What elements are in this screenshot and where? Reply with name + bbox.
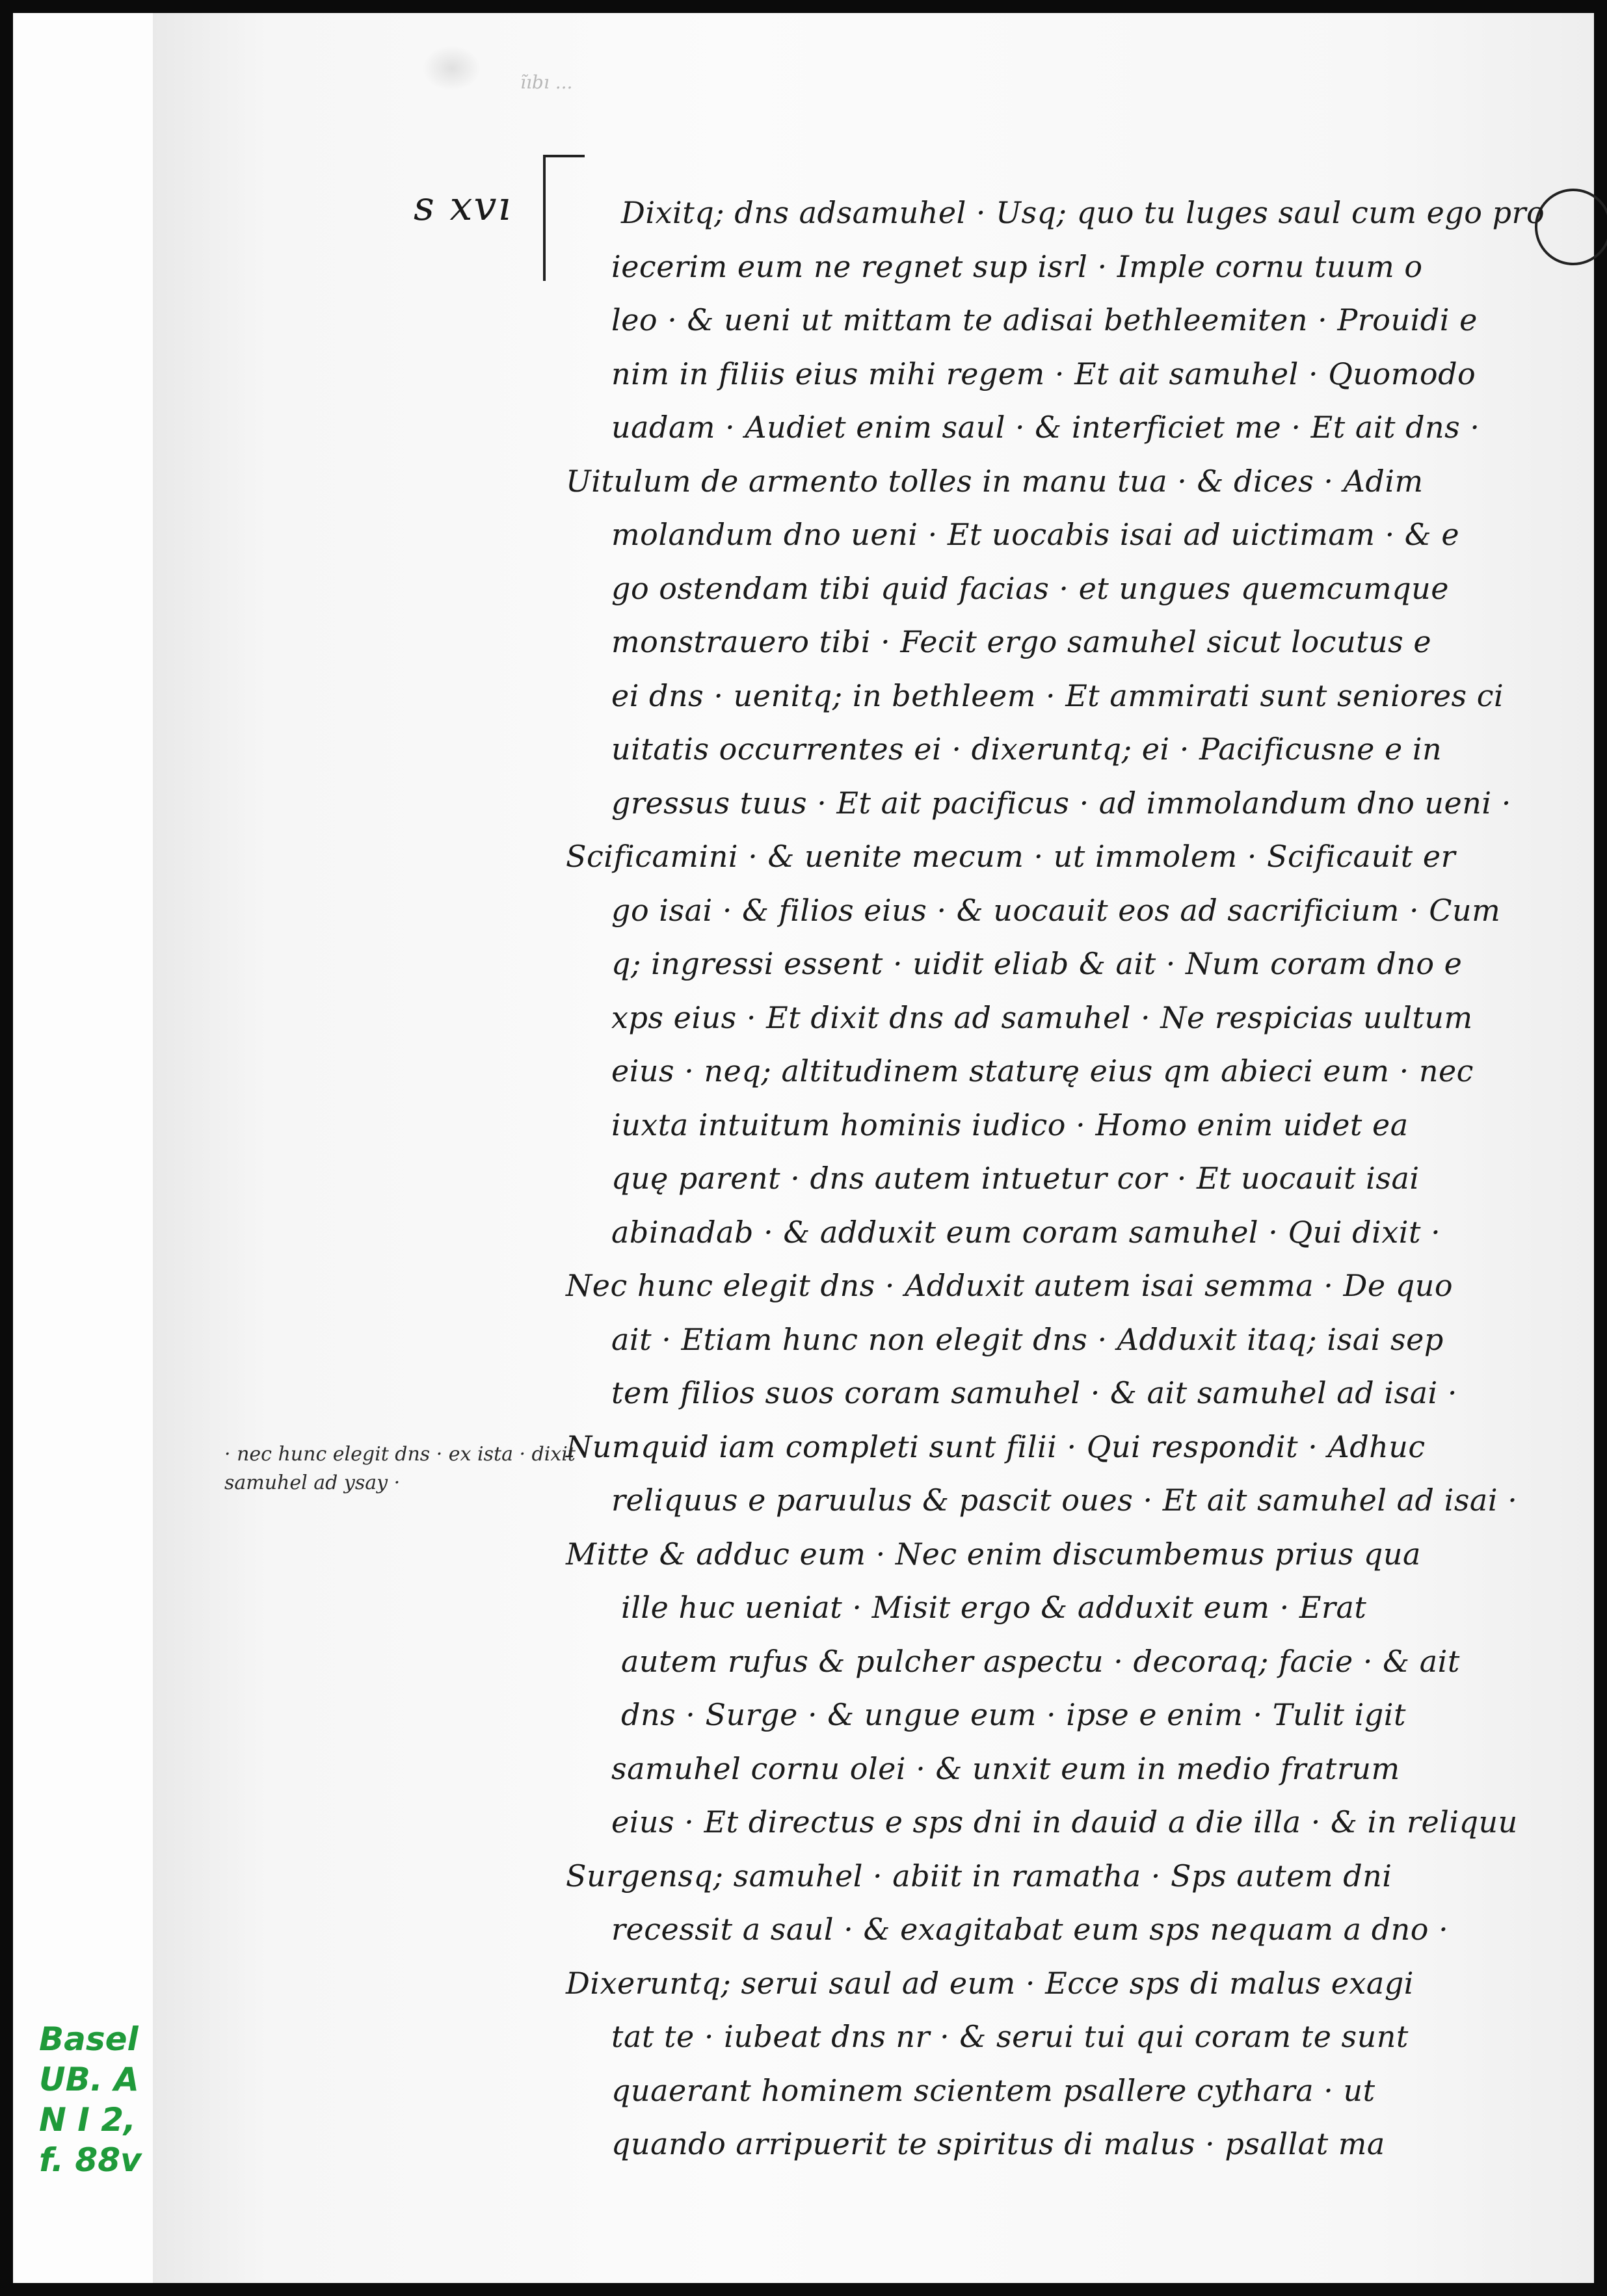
margin-note-line: · nec hunc elegit dns · ex ista · dixit <box>224 1443 576 1466</box>
text-line: iecerim eum ne regnet sup isrl · Imple cornu tuum o <box>611 248 1423 284</box>
text-line: go ostendam tibi quid facias · et ungues quemcumque <box>611 570 1449 606</box>
page-left-margin <box>13 13 153 2283</box>
shelfmark <box>39 2019 208 2180</box>
text-line: reliquus e paruulus & pascit oues · Et ait samuhel ad isai · <box>611 1483 1518 1518</box>
shelfmark-line: f. 88v <box>39 2141 142 2179</box>
text-line: ei dns · uenitq; in bethleem · Et ammirati sunt seniores ci <box>611 678 1504 713</box>
circled-margin-mark <box>1535 189 1607 265</box>
text-line: Uitulum de armento tolles in manu tua · & dices · Adim <box>566 463 1424 499</box>
text-line: quando arripuerit te spiritus di malus · psallat ma <box>611 2126 1385 2161</box>
shelfmark-line: N I 2, <box>39 2101 137 2139</box>
text-line: eius · neq; altitudinem staturę eius qm abieci eum · nec <box>611 1053 1474 1089</box>
text-line: tat te · iubeat dns nr · & serui tui qui coram te sunt <box>611 2019 1409 2054</box>
text-line: Mitte & adduc eum · Nec enim discumbemus prius qua <box>566 1536 1421 1572</box>
text-line: iuxta intuitum hominis iudico · Homo enim uidet ea <box>611 1107 1409 1142</box>
text-line: uadam · Audiet enim saul · & interficiet me · Et ait dns · <box>611 410 1480 445</box>
stain-mark <box>423 46 481 91</box>
text-line: quę parent · dns autem intuetur cor · Et uocauit isai <box>611 1161 1420 1196</box>
text-line: ille huc ueniat · Misit ergo & adduxit eum · Erat <box>621 1590 1367 1625</box>
text-line: dns · Surge · & ungue eum · ipse e enim · Tulit igit <box>621 1697 1406 1732</box>
text-line: Scificamini · & uenite mecum · ut immolem · Scificauit er <box>566 839 1456 874</box>
text-line: ait · Etiam hunc non elegit dns · Adduxit itaq; isai sep <box>611 1321 1444 1357</box>
text-line: Numquid iam completi sunt filii · Qui respondit · Adhuc <box>566 1429 1426 1464</box>
text-line: leo · & ueni ut mittam te adisai bethleemiten · Prouidi e <box>611 302 1478 337</box>
text-line: Surgensq; samuhel · abiit in ramatha · Sps autem dni <box>566 1858 1392 1894</box>
text-line: monstrauero tibi · Fecit ergo samuhel sicut locutus e <box>611 624 1432 659</box>
text-line: nim in filiis eius mihi regem · Et ait samuhel · Quomodo <box>611 356 1476 391</box>
text-line: eius · Et directus e sps dni in dauid a die illa · & in reliquu <box>611 1804 1518 1840</box>
shelfmark-line: UB. A <box>39 2061 139 2098</box>
text-line: Nec hunc elegit dns · Adduxit autem isai semma · De quo <box>566 1268 1454 1303</box>
text-line: go isai · & filios eius · & uocauit eos ad sacrificium · Cum <box>611 892 1501 928</box>
text-line: Dixeruntq; serui saul ad eum · Ecce sps di malus exagi <box>566 1965 1414 2001</box>
text-line: recessit a saul · & exagitabat eum sps nequam a dno · <box>611 1912 1449 1947</box>
text-line: gressus tuus · Et ait pacificus · ad immolandum dno ueni · <box>611 785 1511 821</box>
text-line: tem filios suos coram samuhel · & ait samuhel ad isai · <box>611 1375 1457 1410</box>
margin-note-line: samuhel ad ysay · <box>224 1471 401 1494</box>
text-line: autem rufus & pulcher aspectu · decoraq; facie · & ait <box>621 1643 1460 1679</box>
text-line: molandum dno ueni · Et uocabis isai ad uictimam · & e <box>611 517 1460 552</box>
text-line: samuhel cornu olei · & unxit eum in medio fratrum <box>611 1750 1400 1786</box>
margin-note <box>224 1440 615 1498</box>
text-line: quaerant hominem scientem psallere cythara · ut <box>611 2072 1375 2108</box>
text-line: xps eius · Et dixit dns ad samuhel · Ne respicias uultum <box>611 999 1473 1035</box>
decorated-initial <box>543 155 585 281</box>
text-line: Dixitq; dns adsamuhel · Usq; quo tu luges saul cum ego pro <box>621 195 1545 230</box>
chapter-rubric: s xvı <box>414 182 512 230</box>
text-line: uitatis occurrentes ei · dixeruntq; ei · Pacificusne e in <box>611 732 1442 767</box>
shelfmark-line: Basel <box>39 2020 139 2058</box>
text-line: q; ingressi essent · uidit eliab & ait · Num coram dno e <box>611 946 1463 981</box>
running-head: ı̃ıbı ... <box>520 72 573 93</box>
text-line: abinadab · & adduxit eum coram samuhel · Qui dixit · <box>611 1214 1441 1250</box>
